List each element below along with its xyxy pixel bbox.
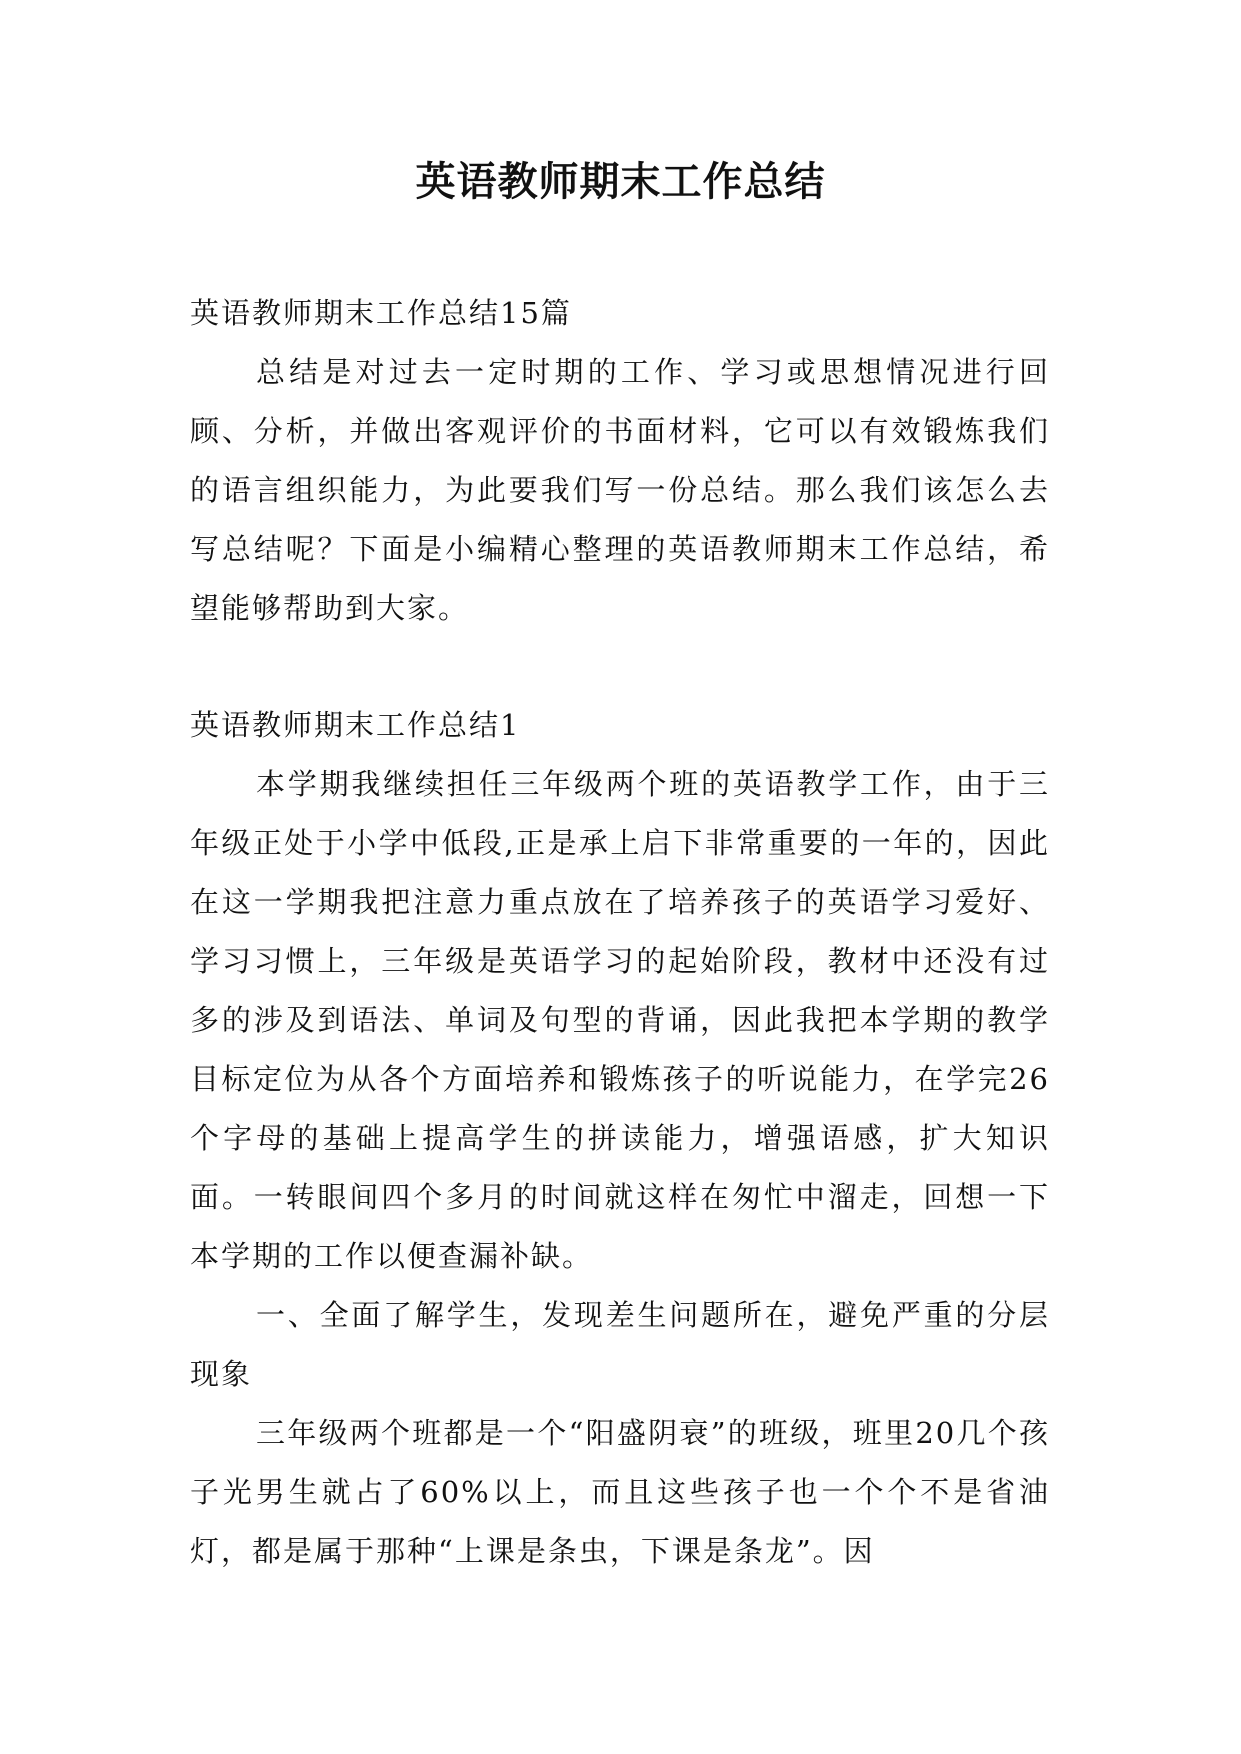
intro-paragraph: 总结是对过去一定时期的工作、学习或思想情况进行回顾、分析，并做出客观评价的书面材料，它可以有效锻炼我们的语言组织能力，为此要我们写一份总结。那么我们该怎么去写总结呢？下面是小编精心整理的英语教师期末工作总结，希望能够帮助到大家。 — [190, 355, 1050, 625]
document-body — [190, 284, 1050, 1581]
point-heading-1: 一、全面了解学生，发现差生问题所在，避免严重的分层现象 — [190, 1298, 1050, 1391]
section-heading: 英语教师期末工作总结1 — [190, 708, 521, 742]
body-paragraph-1: 本学期我继续担任三年级两个班的英语教学工作，由于三年级正处于小学中低段,正是承上启下非常重要的一年的，因此在这一学期我把注意力重点放在了培养孩子的英语学习爱好、学习习惯上，三年级是英语学习的起始阶段，教材中还没有过多的涉及到语法、单词及句型的背诵，因此我把本学期的教学目标定位为从各个方面培养和锻炼孩子的听说能力，在学完26个字母的基础上提高学生的拼读能力，增强语感，扩大知识面。一转眼间四个多月的时间就这样在匆忙中溜走，回想一下本学期的工作以便查漏补缺。 — [190, 767, 1050, 1273]
body-paragraph-2: 三年级两个班都是一个“阳盛阴衰”的班级，班里20几个孩子光男生就占了60%以上，而且这些孩子也一个个不是省油灯，都是属于那种“上课是条虫，下课是条龙”。因 — [190, 1416, 1050, 1568]
document-subtitle: 英语教师期末工作总结15篇 — [190, 296, 572, 330]
document-title: 英语教师期末工作总结 — [415, 158, 826, 205]
paragraph-spacer — [190, 638, 1050, 696]
